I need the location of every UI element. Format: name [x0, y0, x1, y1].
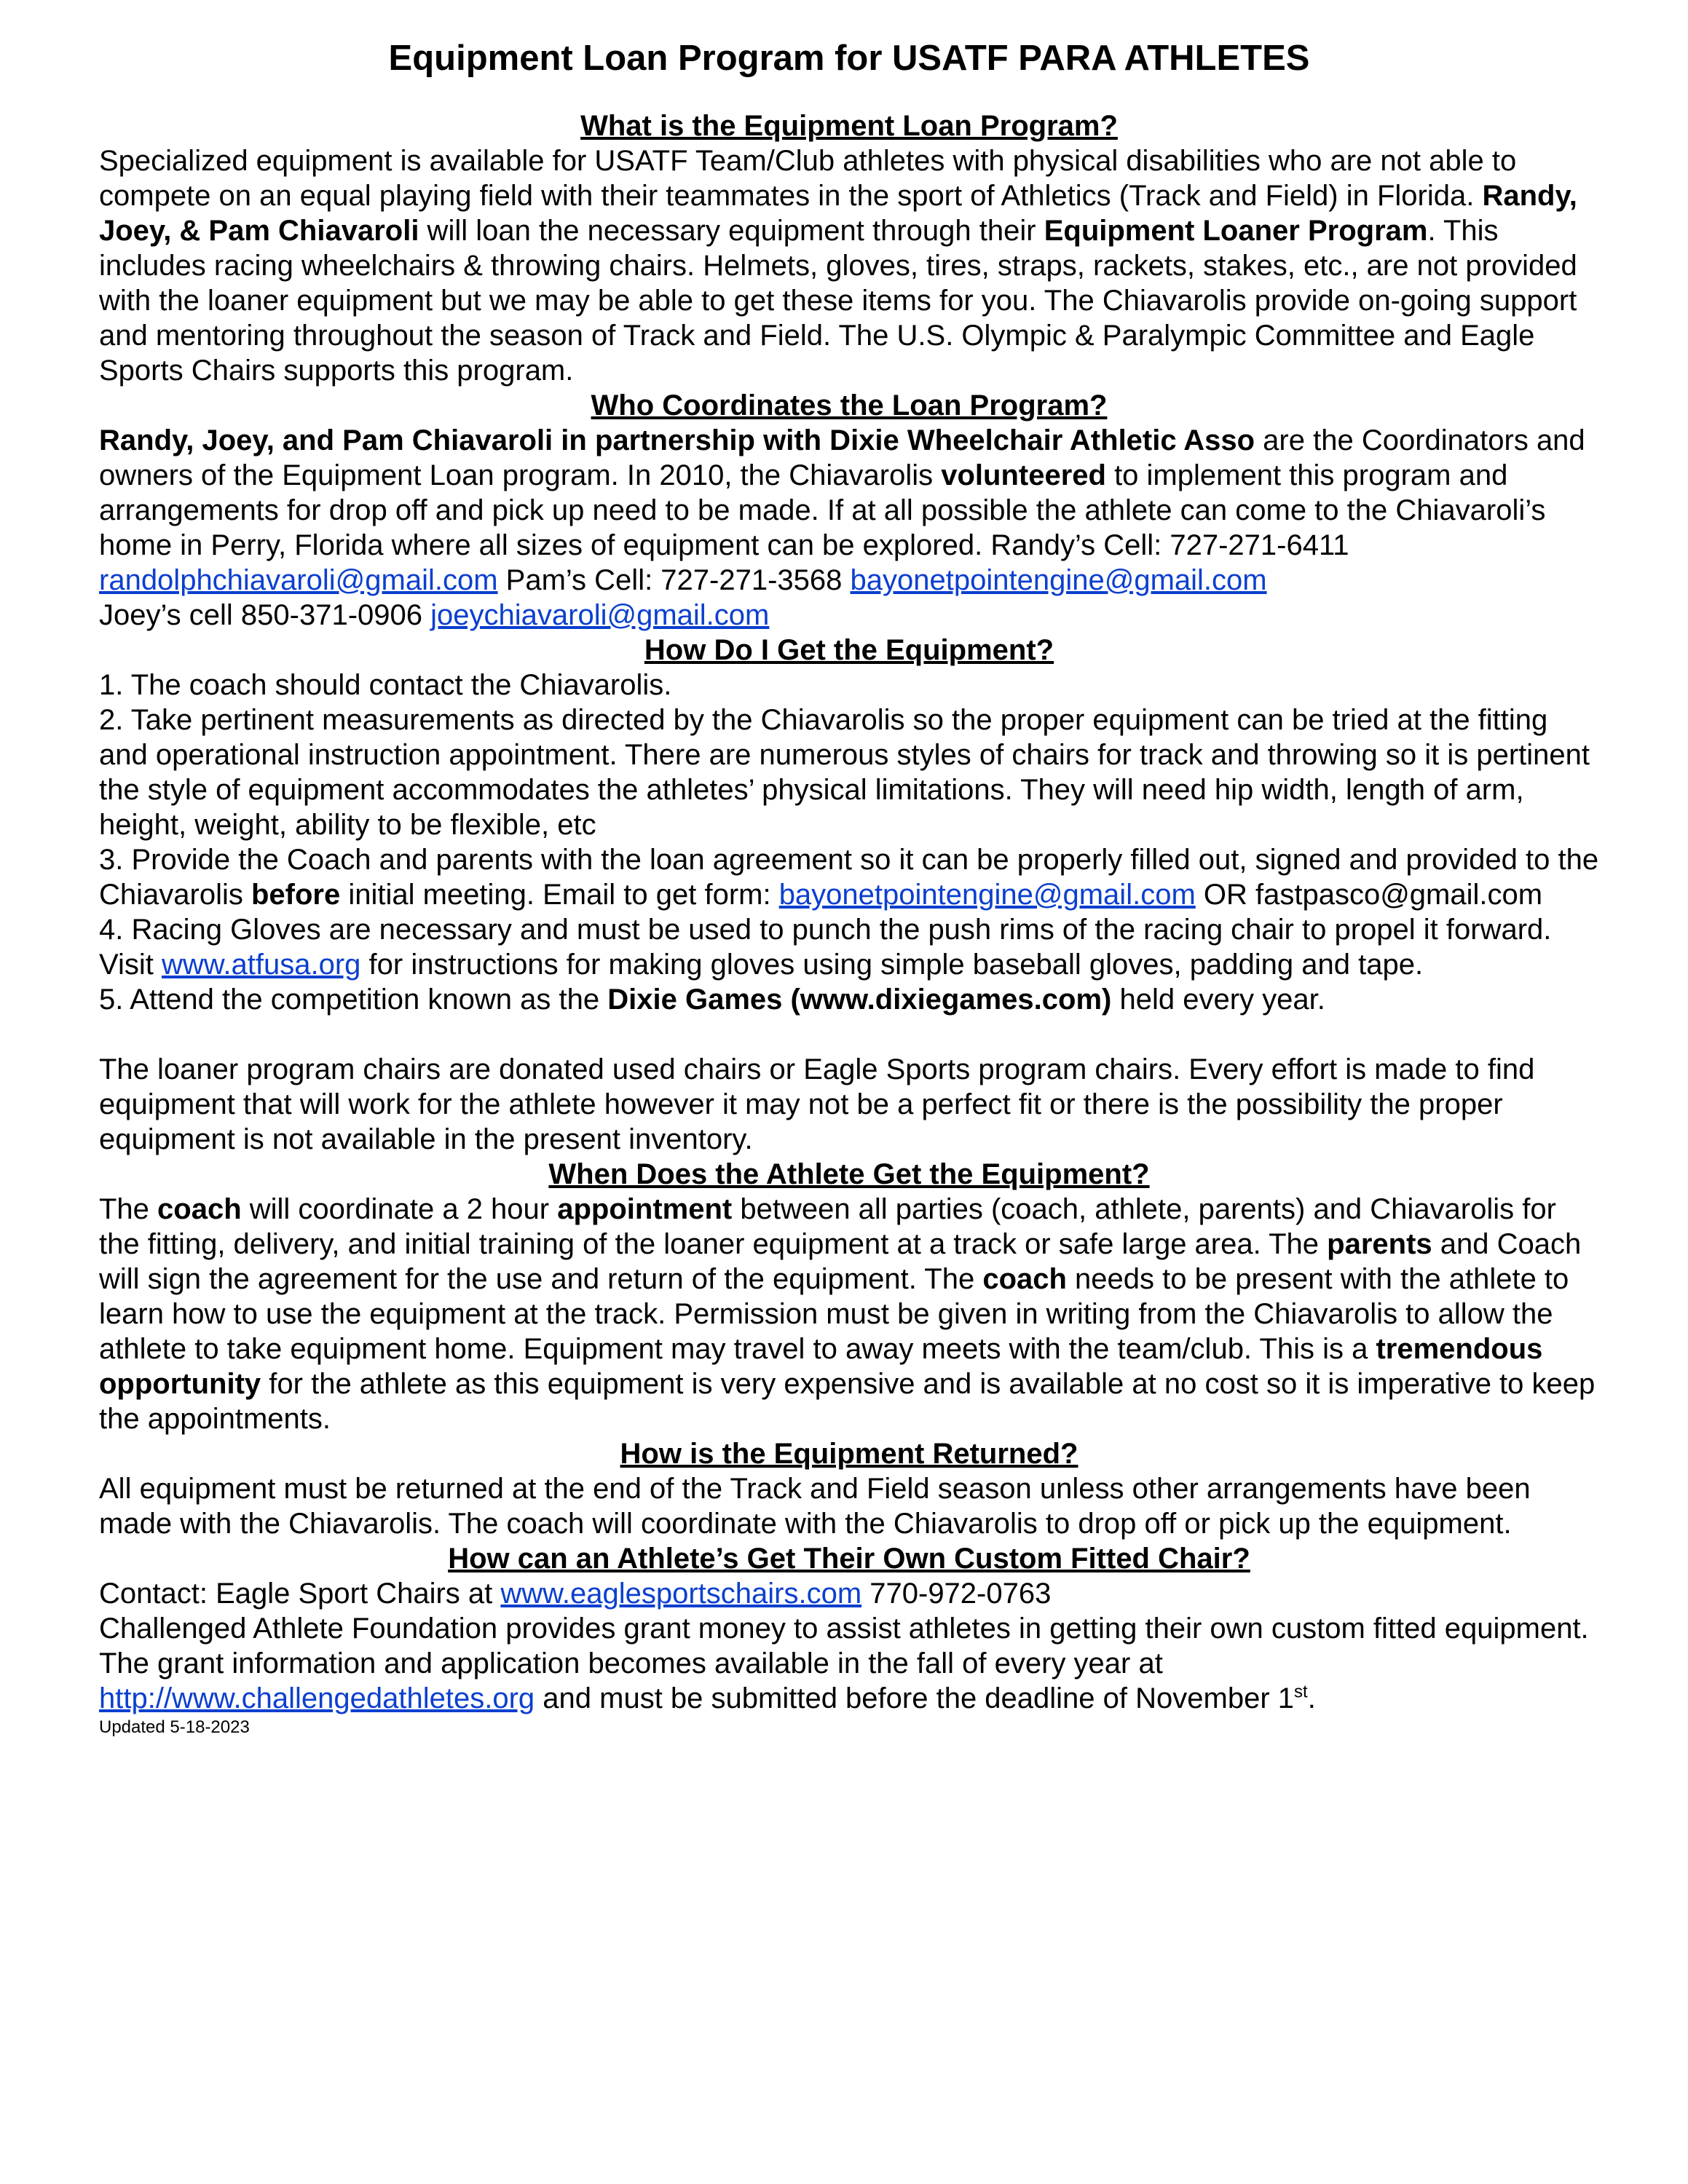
page-title: Equipment Loan Program for USATF PARA ATHLETES — [388, 39, 1310, 78]
section-heading-when: When Does the Athlete Get the Equipment? — [548, 1158, 1150, 1191]
loaner-note: The loaner program chairs are donated used chairs or Eagle Sports program chairs. Every effort is made to find equipment that will work for the athlete however it may not be a perfect fit or there is the possibility the proper equipment is not available in the present inventory. — [99, 1053, 1535, 1156]
section-heading-returned: How is the Equipment Returned? — [620, 1438, 1078, 1471]
list-item-2: 2. Take pertinent measurements as directed by the Chiavarolis so the proper equipment can be tried at the fitting and operational instruction appointment. There are numerous styles of chairs for track and throwing so it is pertinent the style of equipment accommodates the athletes’ physical limitations. They will need hip width, length of arm, height, weight, ability to be flexible, etc — [99, 704, 1590, 842]
who-paragraph: Randy, Joey, and Pam Chiavaroli in partnership with Dixie Wheelchair Athletic Asso are the Coordinators and owners of the Equipment Loan program. In 2010, the Chiavarolis volunteered to implement this program and arrangements for drop off and pick up need to be made. If at all possible the athlete can come to the Chiavaroli’s home in Perry, Florida where all sizes of equipment can be explored. Randy’s Cell: 727-271-6411 randolphchiavaroli@gmail.com Pam’s Cell: 727-271-3568 bayonetpointengine@gmail.com Joey’s cell 850-371-0906 joeychiavaroli@gmail.com — [99, 424, 1585, 632]
contact-line: Contact: Eagle Sport Chairs at www.eaglesportschairs.com 770-972-0763 — [99, 1578, 1052, 1610]
list-item-1: 1. The coach should contact the Chiavarolis. — [99, 669, 672, 702]
section-heading-how-get: How Do I Get the Equipment? — [644, 634, 1054, 667]
challenged-athletes-link[interactable]: http://www.challengedathletes.org — [99, 1682, 535, 1715]
when-paragraph: The coach will coordinate a 2 hour appointment between all parties (coach, athlete, parents) and Chiavarolis for the fitting, delivery, and initial training of the loaner equipment at a track or safe large area. The parents and Coach will sign the agreement for the use and return of the equipment. The coach needs to be present with the athlete to learn how to use the equipment at the track. Permission must be given in writing from the Chiavarolis to allow the athlete to take equipment home. Equipment may travel to away meets with the team/club. This is a tremendous opportunity for the athlete as this equipment is very expensive and is available at no cost so it is imperative to keep the appointments. — [99, 1193, 1596, 1436]
form-email-link[interactable]: bayonetpointengine@gmail.com — [778, 879, 1196, 911]
atfusa-link[interactable]: www.atfusa.org — [161, 949, 361, 981]
caf-paragraph: Challenged Athlete Foundation provides grant money to assist athletes in getting their own custom fitted equipment. The grant information and application becomes available in the fall of every year at http://www.challengedathletes.org and must be submitted before the deadline of November 1st. — [99, 1613, 1589, 1715]
list-item-5: 5. Attend the competition known as the Dixie Games (www.dixiegames.com) held every year. — [99, 984, 1325, 1016]
list-item-3: 3. Provide the Coach and parents with the loan agreement so it can be properly filled out, signed and provided to the Chiavarolis before initial meeting. Email to get form: bayonetpointengine@gmail.com OR fastpasco@gmail.com — [99, 844, 1599, 911]
paragraph-spacer — [99, 1017, 1599, 1052]
document-page — [99, 36, 1599, 1738]
section-heading-who: Who Coordinates the Loan Program? — [591, 389, 1108, 422]
updated-date: Updated 5-18-2023 — [99, 1717, 250, 1738]
list-item-4: 4. Racing Gloves are necessary and must be used to punch the push rims of the racing chair to propel it forward. Visit www.atfusa.org for instructions for making gloves using simple baseball gloves, padding and tape. — [99, 914, 1552, 981]
returned-paragraph: All equipment must be returned at the end of the Track and Field season unless other arrangements have been made with the Chiavarolis. The coach will coordinate with the Chiavarolis to drop off or pick up the equipment. — [99, 1473, 1531, 1540]
randy-email-link[interactable]: randolphchiavaroli@gmail.com — [99, 564, 498, 597]
pam-email-link[interactable]: bayonetpointengine@gmail.com — [850, 564, 1267, 597]
section-heading-custom: How can an Athlete’s Get Their Own Custom Fitted Chair? — [448, 1543, 1250, 1575]
document-body — [99, 108, 1599, 1738]
joey-email-link[interactable]: joeychiavaroli@gmail.com — [430, 599, 770, 632]
section-heading-what: What is the Equipment Loan Program? — [580, 110, 1118, 143]
eagle-sport-chairs-link[interactable]: www.eaglesportschairs.com — [500, 1578, 862, 1610]
what-paragraph-1: Specialized equipment is available for USATF Team/Club athletes with physical disabilities who are not able to compete on an equal playing field with their teammates in the sport of Athletics (Track and Field) in Florida. Randy, Joey, & Pam Chiavaroli will loan the necessary equipment through their Equipment Loaner Program. This includes racing wheelchairs & throwing chairs. Helmets, gloves, tires, straps, rackets, stakes, etc., are not provided with the loaner equipment but we may be able to get these items for you. The Chiavarolis provide on-going support and mentoring throughout the season of Track and Field. The U.S. Olympic & Paralympic Committee and Eagle Sports Chairs supports this program. — [99, 145, 1577, 387]
